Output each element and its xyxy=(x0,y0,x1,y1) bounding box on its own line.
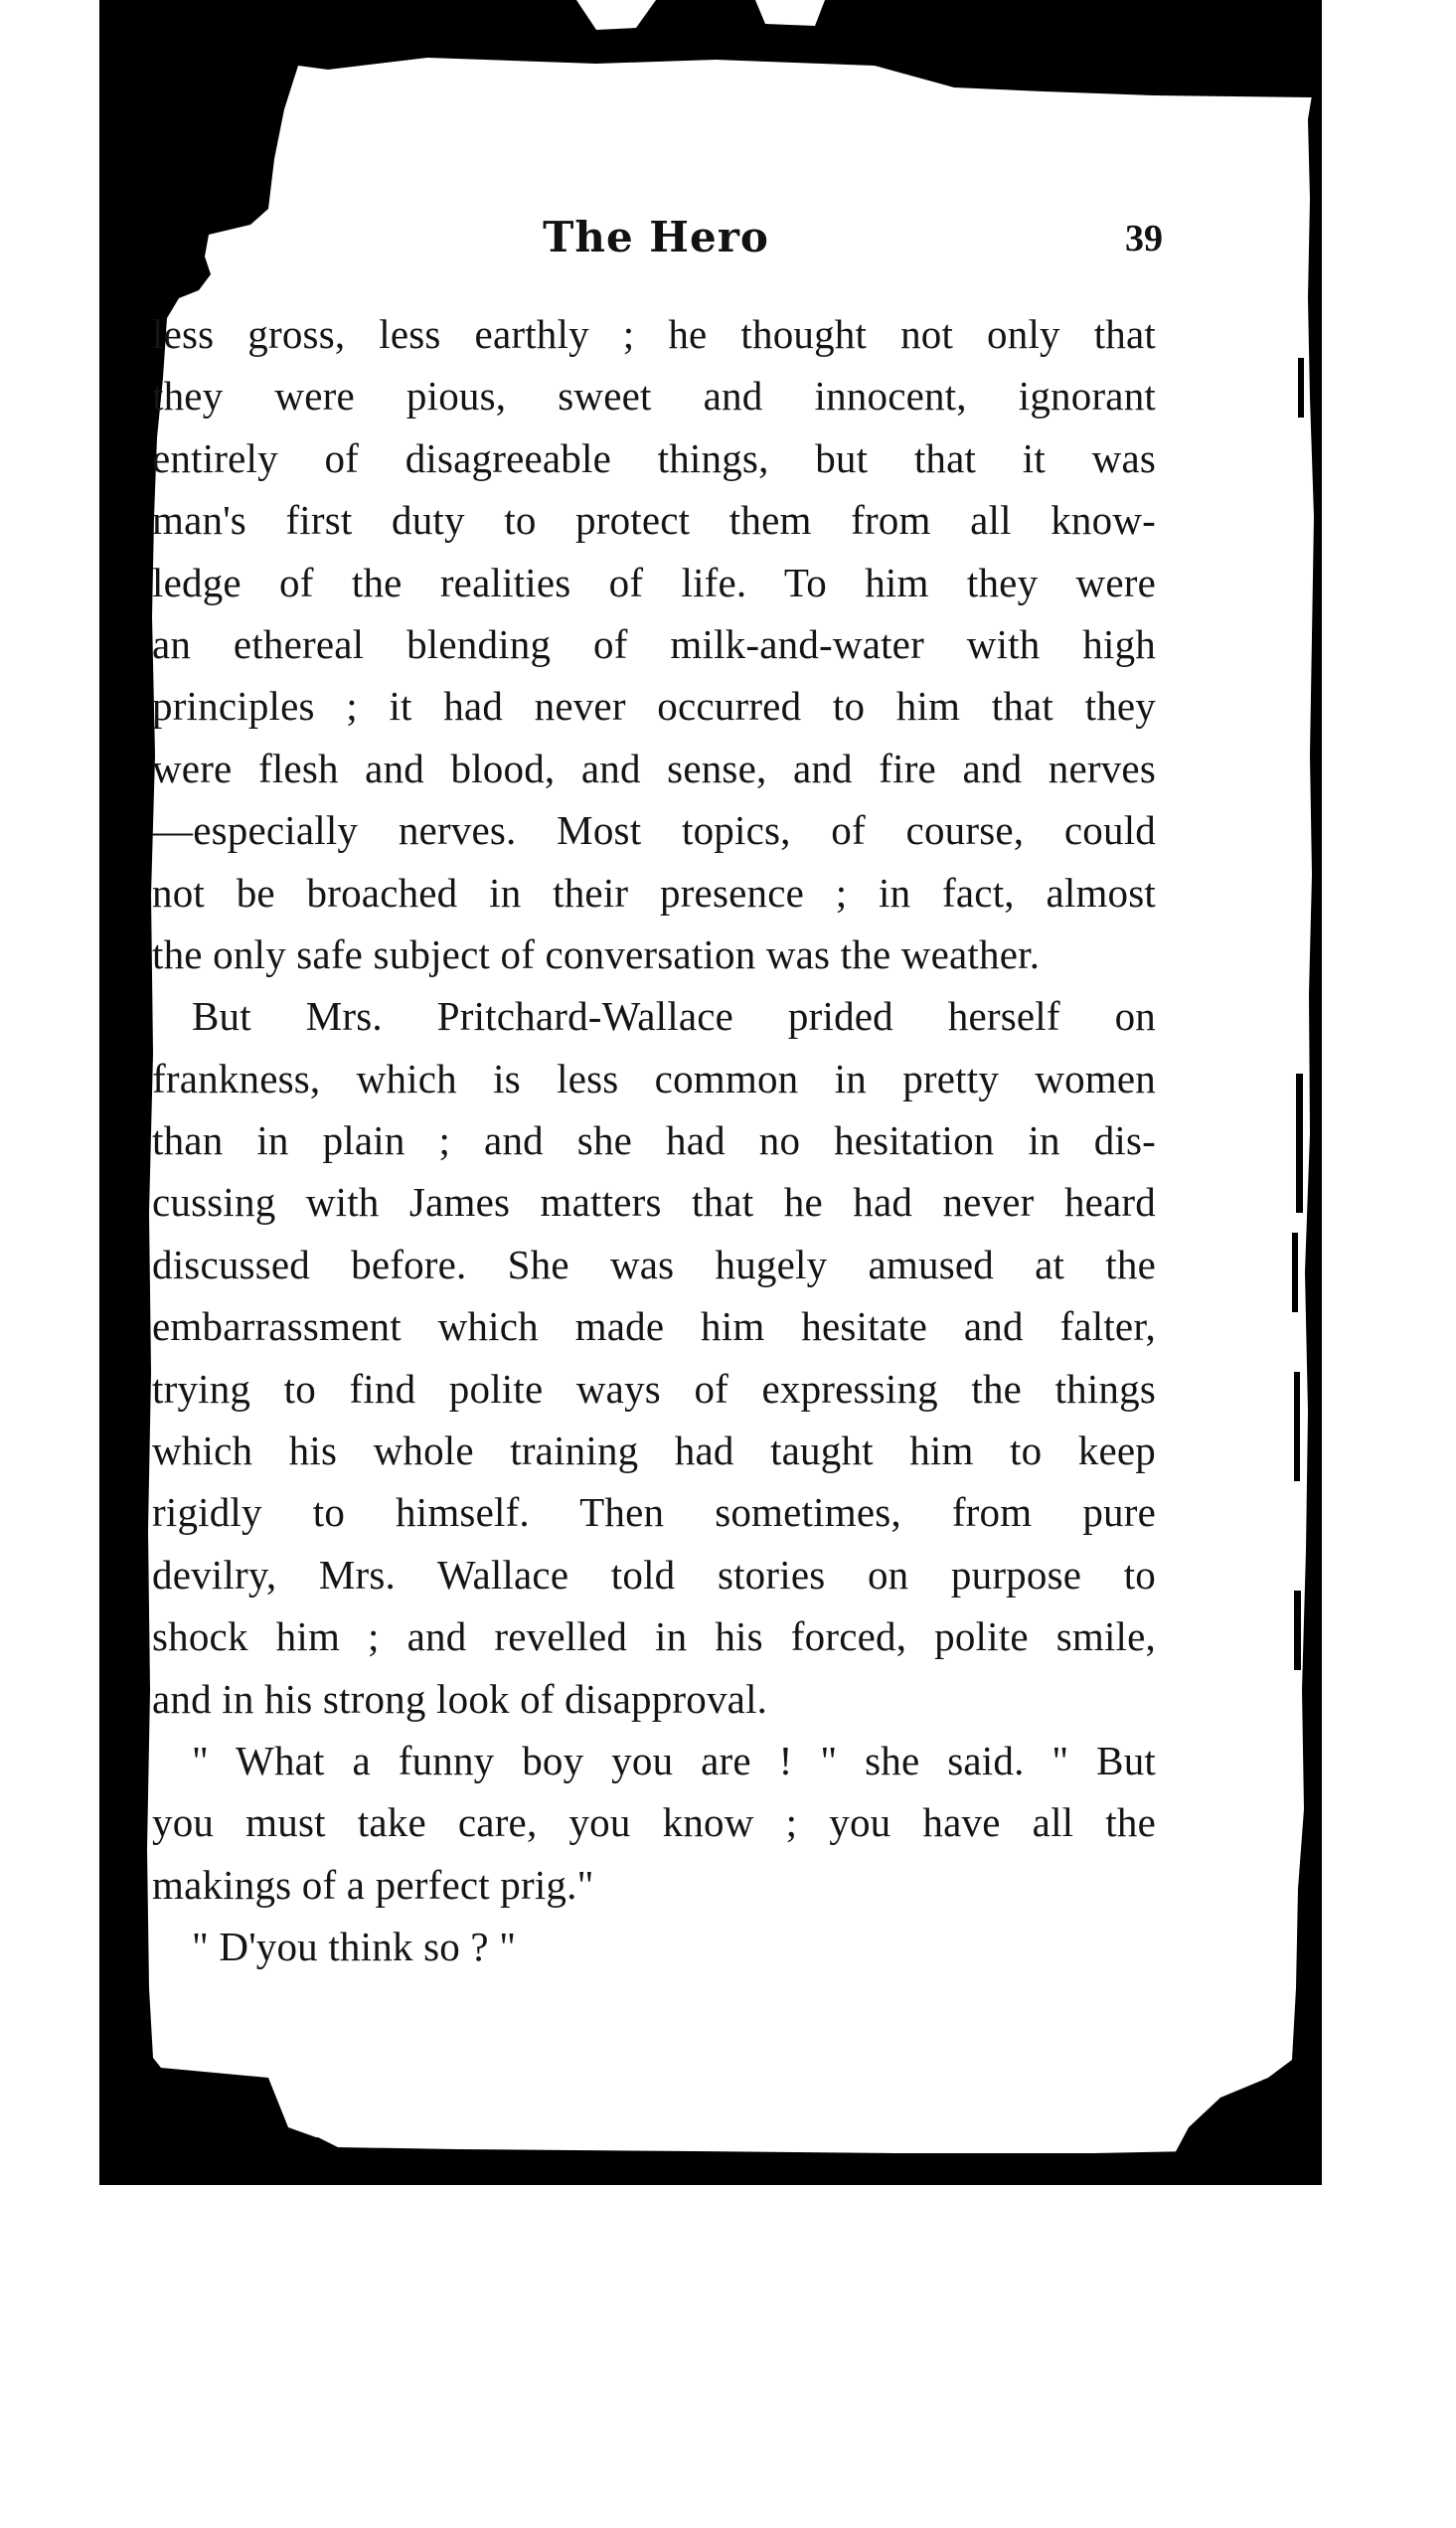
text-line: —especially nerves. Most topics, of course, could xyxy=(152,807,1156,854)
body-text xyxy=(152,303,1156,1978)
text-line: you must take care, you know ; you have all the xyxy=(152,1799,1156,1846)
text-line: " What a funny boy you are ! " she said. " But xyxy=(192,1737,1156,1783)
page-header xyxy=(149,205,1163,274)
text-line: than in plain ; and she had no hesitation in dis- xyxy=(152,1117,1156,1164)
scan-speck xyxy=(1294,1372,1300,1481)
text-line: embarrassment which made him hesitate and falter, xyxy=(152,1303,1156,1350)
running-head: The Hero xyxy=(543,213,769,261)
paragraph xyxy=(152,1916,1156,1977)
text-line: makings of a perfect prig." xyxy=(152,1861,594,1908)
text-line: But Mrs. Pritchard-Wallace prided herself on xyxy=(192,993,1156,1040)
text-line: which his whole training had taught him to keep xyxy=(152,1428,1156,1474)
paragraph xyxy=(152,985,1156,1730)
text-line: not be broached in their presence ; in fact, almost xyxy=(152,869,1156,916)
text-line: " D'you think so ? " xyxy=(192,1924,517,1970)
scan-speck xyxy=(1294,1591,1301,1670)
bottom-scan-edge xyxy=(99,2137,1322,2185)
text-line: shock him ; and revelled in his forced, polite smile, xyxy=(152,1613,1156,1660)
text-line: rigidly to himself. Then sometimes, from pure xyxy=(152,1489,1156,1536)
text-line: less gross, less earthly ; he thought not only that xyxy=(152,311,1156,357)
scan-speck xyxy=(1292,1233,1298,1312)
text-line: ledge of the realities of life. To him they were xyxy=(152,559,1156,605)
text-line: were flesh and blood, and sense, and fire and nerves xyxy=(152,745,1156,791)
scan-speck xyxy=(1298,358,1304,418)
text-line: cussing with James matters that he had never heard xyxy=(152,1179,1156,1226)
text-line: trying to find polite ways of expressing the things xyxy=(152,1365,1156,1412)
text-line: and in his strong look of disapproval. xyxy=(152,1675,768,1722)
text-line: discussed before. She was hugely amused at the xyxy=(152,1241,1156,1287)
scan-speck xyxy=(1296,1074,1303,1213)
text-line: man's first duty to protect them from all know- xyxy=(152,497,1156,544)
paragraph xyxy=(152,303,1156,985)
page-number: 39 xyxy=(1125,218,1163,259)
text-line: an ethereal blending of milk-and-water with high xyxy=(152,620,1156,667)
text-line: entirely of disagreeable things, but that it was xyxy=(152,434,1156,481)
text-line: devilry, Mrs. Wallace told stories on purpose to xyxy=(152,1551,1156,1598)
text-line: principles ; it had never occurred to him that they xyxy=(152,683,1156,730)
paragraph xyxy=(152,1730,1156,1916)
text-line: they were pious, sweet and innocent, ignorant xyxy=(152,373,1156,420)
text-line: frankness, which is less common in pretty women xyxy=(152,1055,1156,1101)
text-line: the only safe subject of conversation was the weather. xyxy=(152,930,1041,977)
